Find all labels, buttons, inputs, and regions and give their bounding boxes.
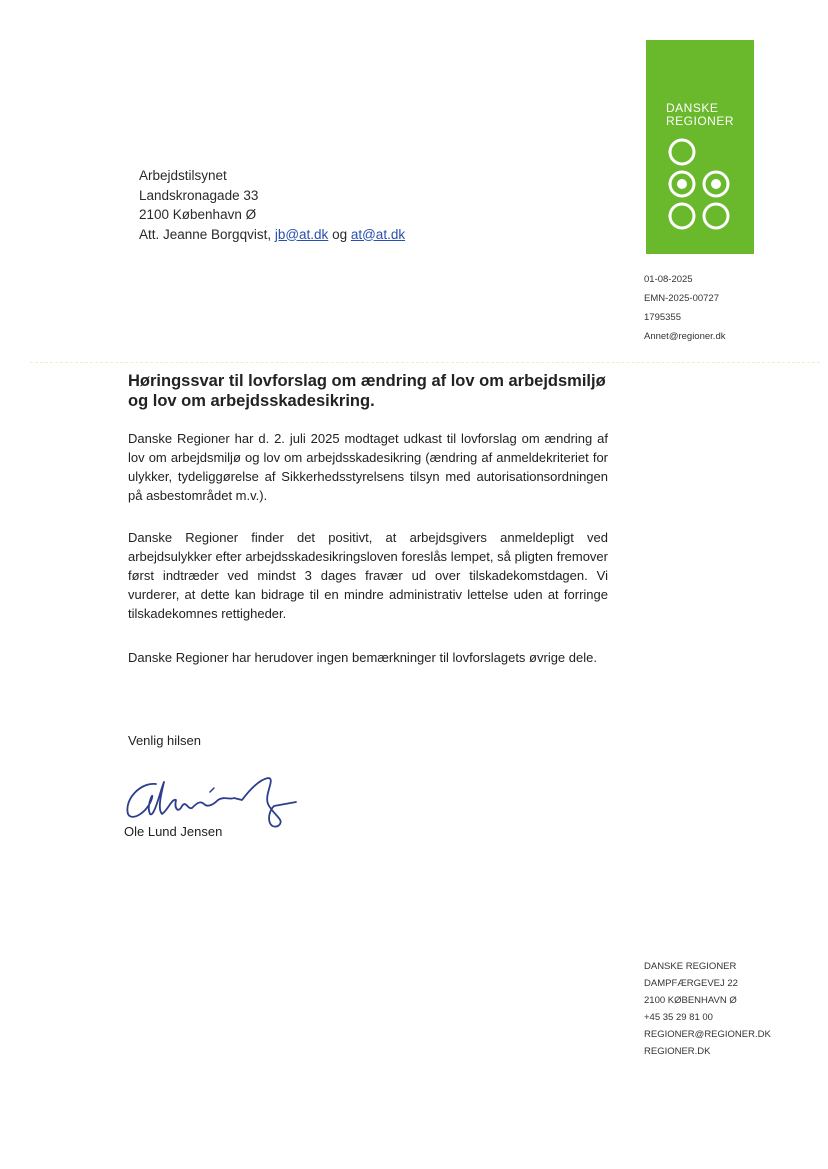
email-link-at[interactable]: at@at.dk [350, 226, 406, 242]
footer-address [644, 958, 771, 1060]
divider [30, 362, 820, 363]
paragraph-2: Danske Regioner finder det positivt, at arbejdsgivers anmeldepligt ved arbejdsulykker efter arbejdsskadesikringsloven foreslås lempet, så pligten fremover først indtræder ved mindst 3 dages fravær ud over tilskadekomstdagen. Vi vurderer, at dette kan bidrage til en mindre administrativ lettelse uden at forringe tilskadekomnes rettigheder. [128, 530, 608, 621]
recipient-city: 2100 København Ø [139, 207, 257, 222]
signer-name: Ole Lund Jensen [124, 824, 223, 839]
danske-regioner-logo [646, 40, 754, 254]
recipient-name: Arbejdstilsynet [139, 168, 227, 183]
signature-icon [118, 770, 308, 830]
closing: Venlig hilsen [128, 733, 201, 748]
footer-phone: +45 35 29 81 00 [644, 1012, 713, 1023]
footer-org: DANSKE REGIONER [644, 961, 737, 972]
footer-street: DAMPFÆRGEVEJ 22 [644, 978, 738, 989]
logo-line-1: DANSKE [666, 101, 719, 115]
attention-prefix: Att. Jeanne Borgqvist, [139, 226, 275, 242]
recipient-street: Landskronagade 33 [139, 187, 259, 203]
case-number: EMN-2025-00727 [644, 293, 719, 304]
footer-email: REGIONER@REGIONER.DK [644, 1029, 771, 1040]
attention-conjunction: og [328, 226, 351, 242]
letter-heading: Høringssvar til lovforslag om ændring af lov om arbejdsmiljø og lov om arbejdsskadesikring. [128, 372, 606, 410]
paragraph-1: Danske Regioner har d. 2. juli 2025 modtaget udkast til lovforslag om ændring af lov om arbejdsmiljø og lov om arbejdsskadesikring (ændring af anmeldekriteriet for ulykker, tydeliggørelse af Sikkerhedsstyrelsens tilsyn med autorisationsordningen på asbestområdet m.v.). [128, 431, 608, 503]
logo-line-2: REGIONER [666, 114, 735, 128]
logo-circles-icon [664, 136, 734, 236]
letter-meta [644, 270, 725, 346]
recipient-attention [139, 225, 405, 245]
letter-date: 01-08-2025 [644, 274, 693, 285]
document-number: 1795355 [644, 312, 681, 323]
paragraph-3: Danske Regioner har herudover ingen bemærkninger til lovforslagets øvrige dele. [128, 650, 597, 665]
logo-wordmark [666, 102, 734, 128]
contact-email: Annet@regioner.dk [644, 331, 726, 342]
recipient-address [139, 166, 405, 244]
email-link-jb[interactable]: jb@at.dk [274, 226, 329, 242]
footer-city: 2100 KØBENHAVN Ø [644, 995, 737, 1006]
footer-web: REGIONER.DK [644, 1046, 711, 1057]
